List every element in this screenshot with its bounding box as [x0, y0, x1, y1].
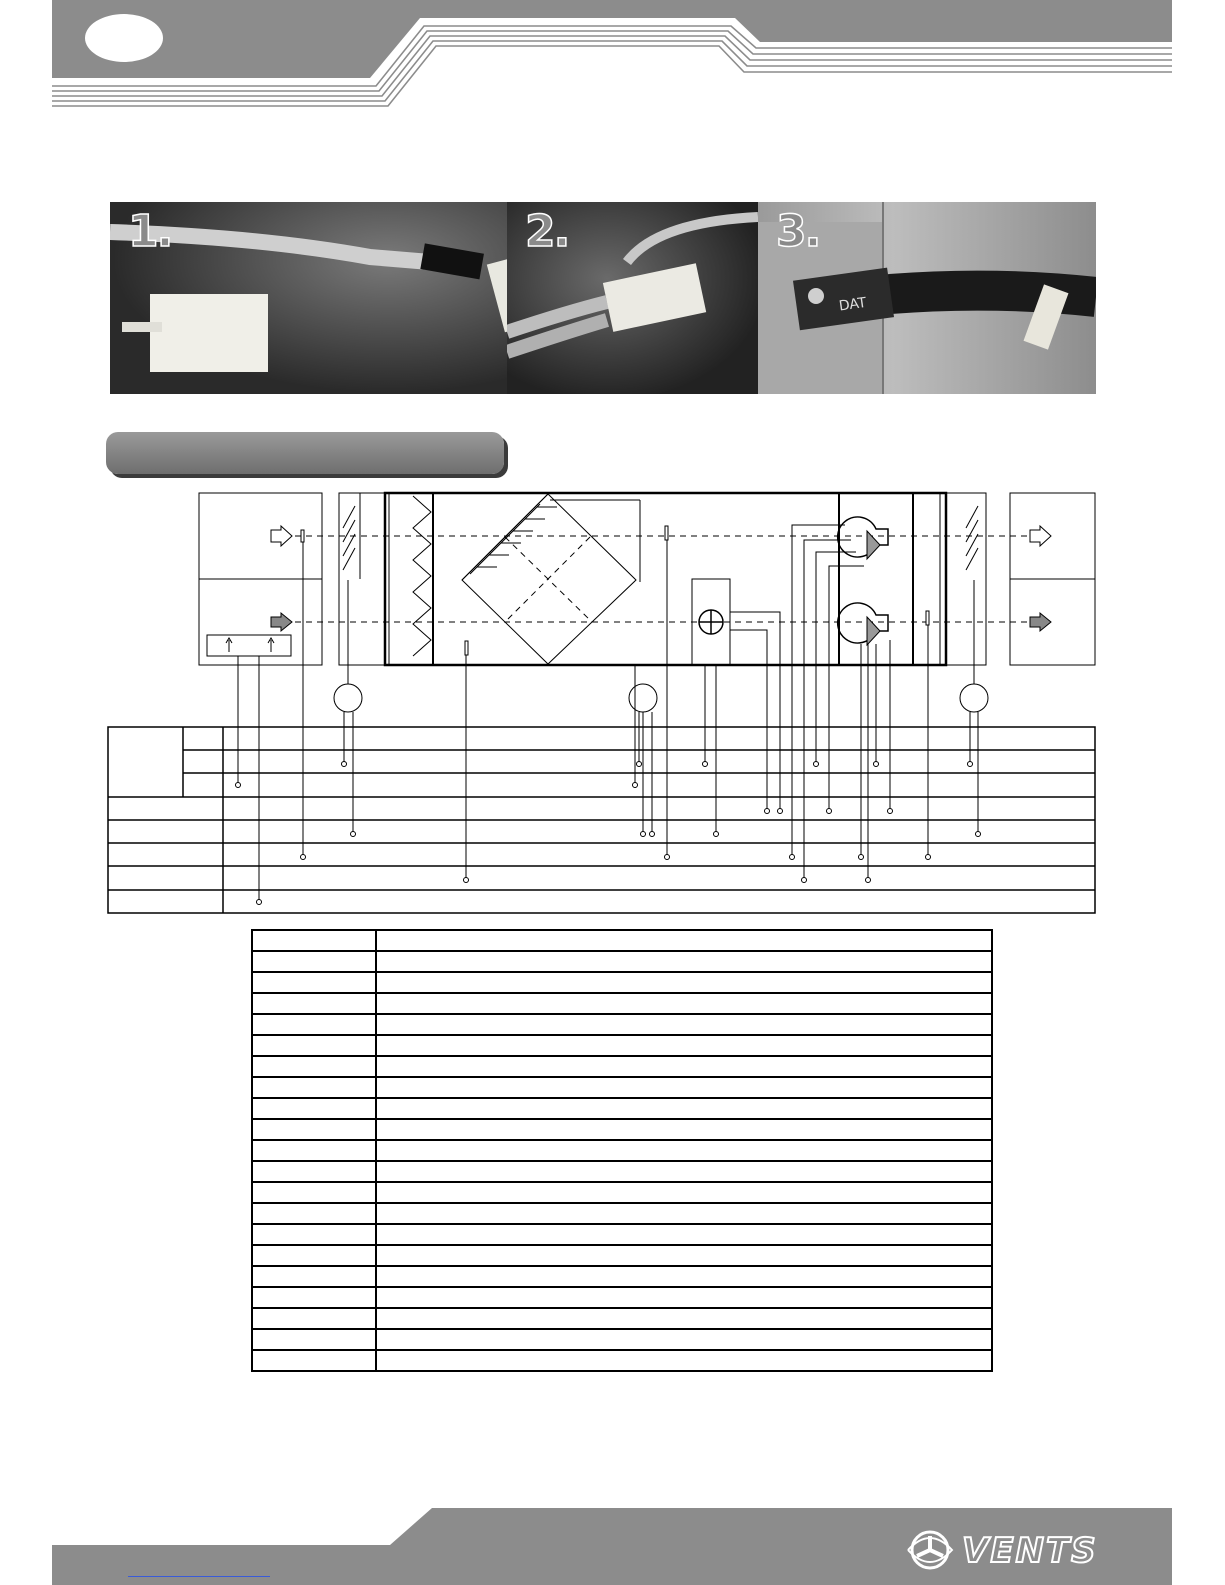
parameter-table: [251, 929, 993, 1372]
table-row: [252, 1245, 992, 1266]
table-row: [252, 1119, 992, 1140]
footer-band: [0, 1500, 1225, 1585]
table-row: [252, 1014, 992, 1035]
fan-icon-lower: [838, 603, 888, 645]
photo-number-2: 2.: [525, 206, 569, 257]
table-row: [252, 993, 992, 1014]
photo-number-1: 1.: [128, 206, 172, 257]
table-row: [252, 1161, 992, 1182]
table-row: [252, 1308, 992, 1329]
table-row: [252, 972, 992, 993]
table-row: [252, 1203, 992, 1224]
table-row: [252, 1224, 992, 1245]
table-row: [252, 1182, 992, 1203]
table-row: [252, 1098, 992, 1119]
table-row: [252, 1077, 992, 1098]
table-row: [252, 1350, 992, 1371]
table-row: [252, 930, 992, 951]
table-row: [252, 1056, 992, 1077]
table-row: [252, 1287, 992, 1308]
table-row: [252, 1329, 992, 1350]
table-row: [252, 1140, 992, 1161]
table-row: [252, 951, 992, 972]
table-row: [252, 1035, 992, 1056]
footer-link[interactable]: [128, 1576, 270, 1577]
table-row: [252, 1266, 992, 1287]
fan-icon-upper: [838, 517, 888, 559]
logo-text: VENTS: [962, 1531, 1098, 1571]
terminal-grid: [108, 727, 1095, 913]
sensor-label: DAT: [837, 294, 868, 315]
photo-number-3: 3.: [776, 206, 820, 257]
